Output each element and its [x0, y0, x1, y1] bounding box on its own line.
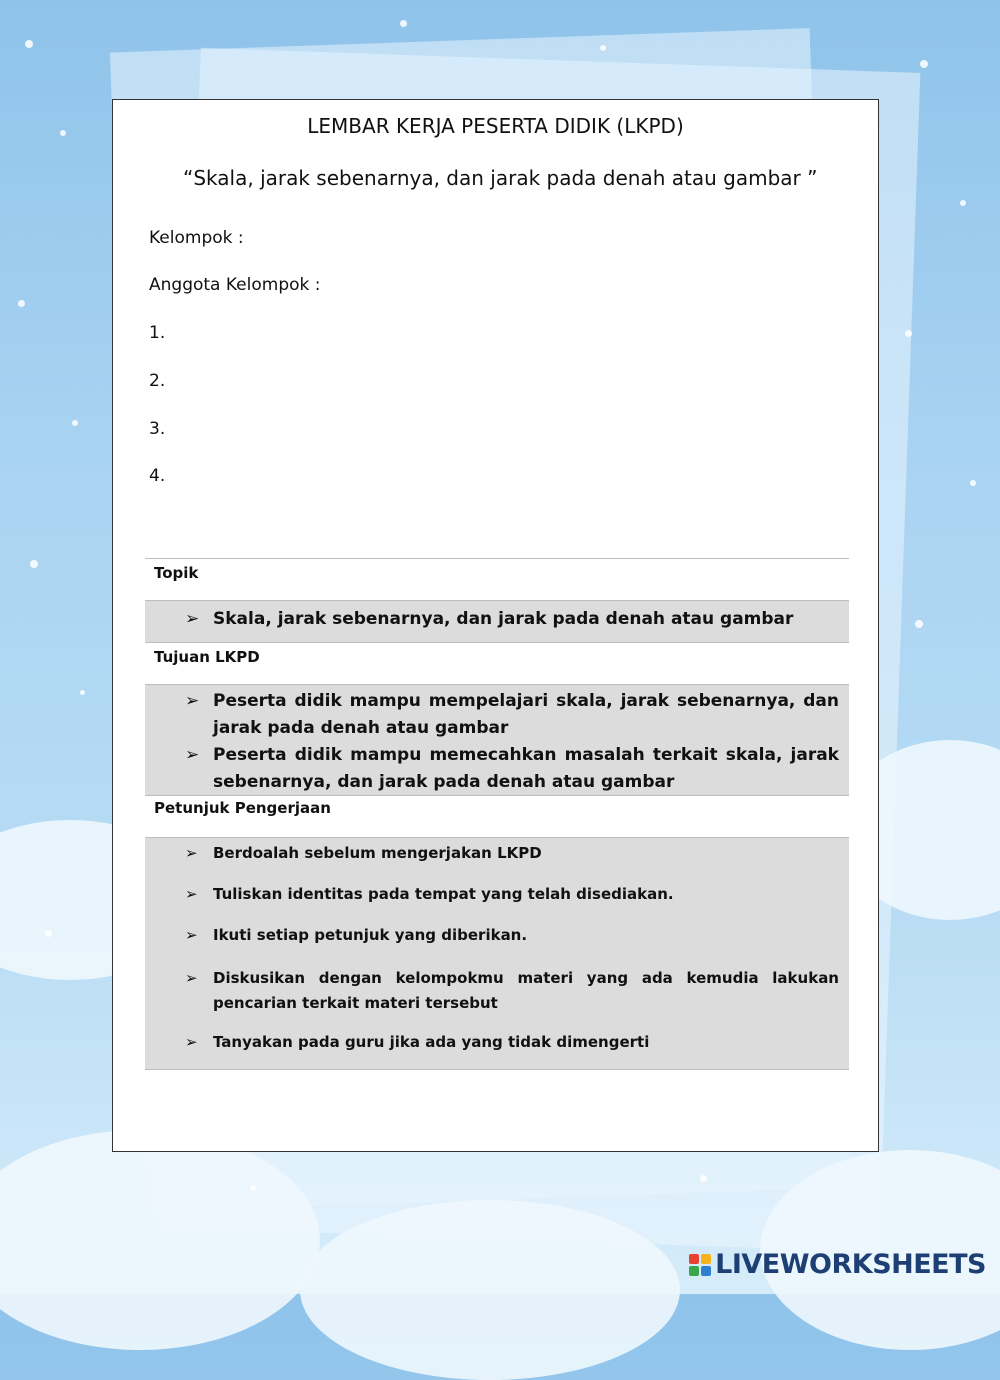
snowflake — [700, 1175, 707, 1182]
snowflake — [960, 200, 966, 206]
bullet-arrow-icon: ➢ — [185, 844, 198, 862]
cloud-decoration — [300, 1200, 680, 1380]
goal-text: Peserta didik mampu memecahkan masalah terkait skala, jarak sebenarnya, dan jarak pada denah atau gambar — [213, 745, 839, 792]
member-number-1: 1. — [149, 323, 166, 343]
bullet-arrow-icon: ➢ — [185, 609, 200, 629]
info-table — [145, 558, 849, 1070]
goal-text: Peserta didik mampu mempelajari skala, jarak sebenarnya, dan jarak pada denah atau gambar — [213, 691, 839, 738]
snowflake — [45, 930, 52, 937]
bullet-arrow-icon: ➢ — [185, 926, 198, 944]
member-number-4: 4. — [149, 466, 166, 486]
topic-band — [145, 600, 849, 642]
instruction-text: Berdoalah sebelum mengerjakan LKPD — [213, 844, 542, 862]
snowflake — [18, 300, 25, 307]
snowflake — [80, 690, 85, 695]
snowflake — [600, 45, 606, 51]
snowflake — [400, 20, 407, 27]
snowflake — [915, 620, 923, 628]
bullet-arrow-icon: ➢ — [185, 885, 198, 903]
goal-item — [145, 742, 849, 796]
bullet-arrow-icon: ➢ — [185, 745, 200, 765]
instruction-text: Tanyakan pada guru jika ada yang tidak dimengerti — [213, 1033, 650, 1051]
group-label: Kelompok : — [149, 228, 244, 248]
goals-band — [145, 684, 849, 795]
snowflake — [30, 560, 38, 568]
member-number-2: 2. — [149, 371, 166, 391]
instruction-text: Ikuti setiap petunjuk yang diberikan. — [213, 926, 528, 944]
bullet-arrow-icon: ➢ — [185, 1033, 198, 1051]
logo-square — [701, 1254, 711, 1264]
snowflake — [250, 1185, 256, 1191]
logo-square — [689, 1254, 699, 1264]
snowflake — [60, 130, 66, 136]
instruction-item — [145, 966, 849, 1016]
snowflake — [920, 60, 928, 68]
member-number-3: 3. — [149, 419, 166, 439]
logo-text: LIVEWORKSHEETS — [715, 1249, 986, 1280]
instructions-band — [145, 837, 849, 1070]
instruction-item — [145, 884, 849, 904]
page-title: LEMBAR KERJA PESERTA DIDIK (LKPD) — [307, 114, 684, 138]
bullet-arrow-icon: ➢ — [185, 969, 198, 987]
logo-square — [689, 1266, 699, 1276]
instruction-item — [145, 1032, 849, 1052]
snowflake — [905, 330, 912, 337]
snowflake — [72, 420, 78, 426]
instruction-item — [145, 925, 849, 945]
topic-item — [145, 606, 849, 632]
snowflake — [25, 40, 33, 48]
logo-square — [701, 1266, 711, 1276]
worksheet-page — [112, 99, 879, 1152]
goal-item — [145, 688, 849, 742]
topic-text: Skala, jarak sebenarnya, dan jarak pada denah atau gambar — [213, 609, 794, 629]
logo-grid-icon — [689, 1254, 711, 1276]
topic-header: Topik — [145, 558, 849, 600]
goals-header: Tujuan LKPD — [145, 642, 849, 684]
page-subtitle: “Skala, jarak sebenarnya, dan jarak pada denah atau gambar ” — [183, 166, 818, 190]
instruction-item — [145, 843, 849, 863]
instructions-header: Petunjuk Pengerjaan — [145, 795, 849, 837]
instruction-text: Diskusikan dengan kelompokmu materi yang ada kemudia lakukan pencarian terkait materi tersebut — [213, 969, 839, 1012]
snowflake — [970, 480, 976, 486]
bullet-arrow-icon: ➢ — [185, 691, 200, 711]
liveworksheets-logo[interactable] — [689, 1249, 986, 1280]
members-label: Anggota Kelompok : — [149, 275, 321, 295]
instruction-text: Tuliskan identitas pada tempat yang telah disediakan. — [213, 885, 674, 903]
